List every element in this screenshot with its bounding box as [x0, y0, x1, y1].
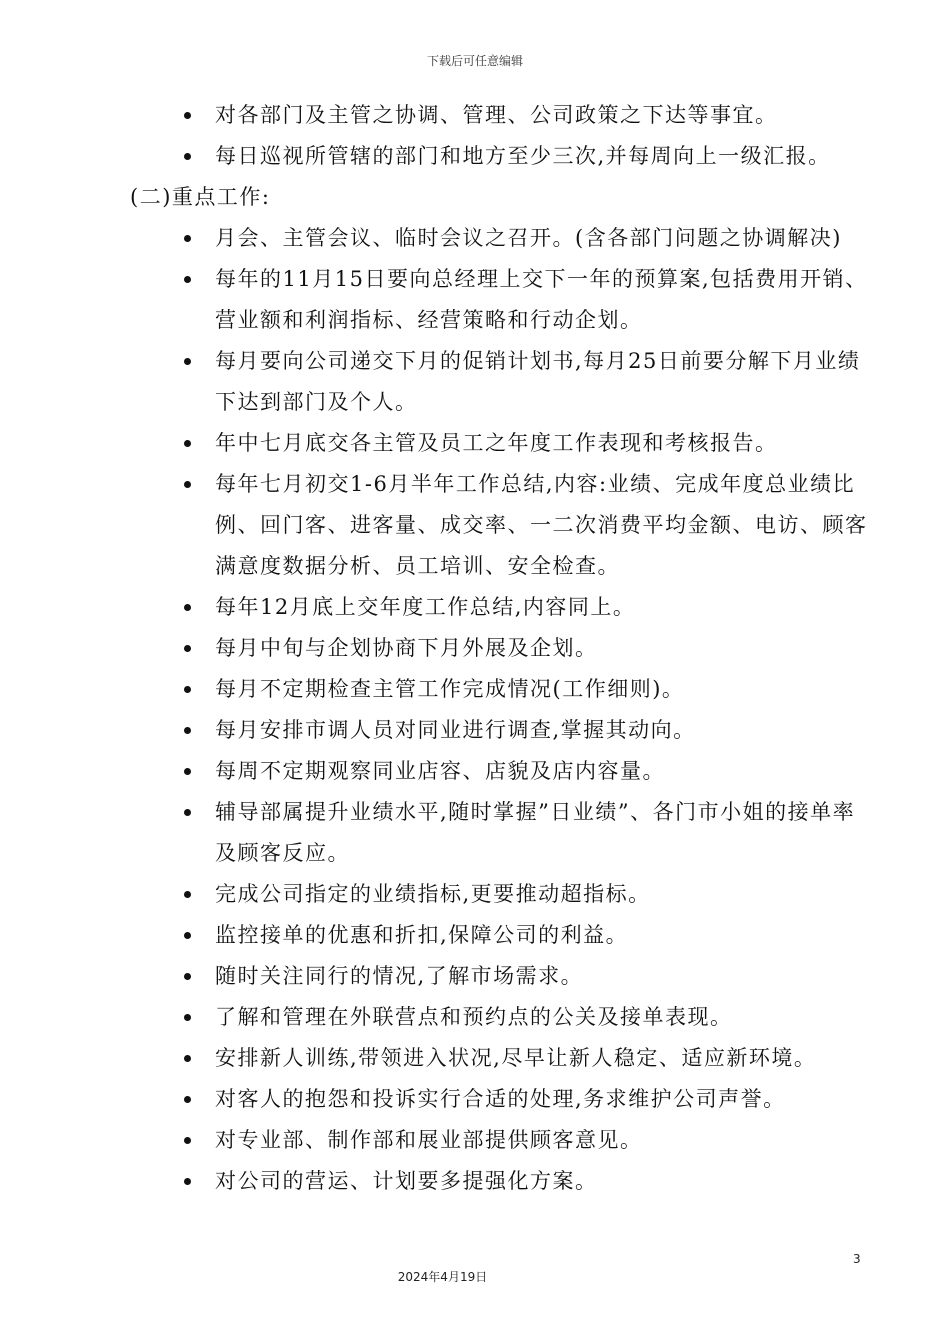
list-item-text: 对客人的抱怨和投诉实行合适的处理,务求维护公司声誉。 — [215, 1087, 786, 1111]
list-item-text: 每年的11月15日要向总经理上交下一年的预算案,包括费用开销、营业额和利润指标、经营策略和行动企划。 — [215, 267, 868, 332]
list-item — [0, 136, 875, 177]
list-item — [0, 1038, 875, 1079]
list-item — [0, 997, 875, 1038]
list-item-text: 对专业部、制作部和展业部提供顾客意见。 — [215, 1128, 643, 1152]
list-item-text: 每日巡视所管辖的部门和地方至少三次,并每周向上一级汇报。 — [215, 144, 831, 168]
list-item-text: 每月中旬与企划协商下月外展及企划。 — [215, 636, 598, 660]
bullet-icon — [184, 235, 191, 242]
bullet-icon — [184, 891, 191, 898]
list-item-text: 对公司的营运、计划要多提强化方案。 — [215, 1169, 598, 1193]
bullet-icon — [184, 153, 191, 160]
list-item — [0, 710, 875, 751]
list-item — [0, 95, 875, 136]
page-header: 下载后可任意编辑 — [426, 54, 523, 68]
page-number: 3 — [853, 1252, 861, 1266]
bullet-icon — [184, 604, 191, 611]
list-item-text: 对各部门及主管之协调、管理、公司政策之下达等事宜。 — [215, 103, 778, 127]
list-item — [0, 956, 875, 997]
list-item — [0, 423, 875, 464]
bullet-icon — [184, 973, 191, 980]
list-item-text: 每月要向公司递交下月的促销计划书,每月25日前要分解下月业绩下达到部门及个人。 — [215, 349, 861, 414]
list-item-text: 每年七月初交1-6月半年工作总结,内容:业绩、完成年度总业绩比例、回门客、进客量、成交率、一二次消费平均金额、电访、顾客满意度数据分析、员工培训、安全检查。 — [215, 472, 868, 578]
list-item — [0, 259, 875, 341]
page-footer-date: 2024年4月19日 — [397, 1270, 488, 1284]
list-item — [0, 628, 875, 669]
list-item — [0, 792, 875, 874]
list-item-text: 了解和管理在外联营点和预约点的公关及接单表现。 — [215, 1005, 733, 1029]
list-item-text: 安排新人训练,带领进入状况,尽早让新人稳定、适应新环境。 — [215, 1046, 817, 1070]
list-item — [0, 341, 875, 423]
bullet-icon — [184, 932, 191, 939]
list-item-text: 月会、主管会议、临时会议之召开。(含各部门问题之协调解决) — [215, 226, 842, 250]
bullet-icon — [184, 358, 191, 365]
bullet-icon — [184, 727, 191, 734]
list-item — [0, 1120, 875, 1161]
bullet-icon — [184, 645, 191, 652]
list-item-text: 监控接单的优惠和折扣,保障公司的利益。 — [215, 923, 629, 947]
bullet-icon — [184, 1137, 191, 1144]
list-item — [0, 669, 875, 710]
list-item — [0, 218, 875, 259]
list-item-text: 年中七月底交各主管及员工之年度工作表现和考核报告。 — [215, 431, 778, 455]
list-item-text: 每年12月底上交年度工作总结,内容同上。 — [215, 595, 636, 619]
bullet-icon — [184, 809, 191, 816]
bullet-icon — [184, 1055, 191, 1062]
list-item-text: 每月不定期检查主管工作完成情况(工作细则)。 — [215, 677, 685, 701]
bullet-icon — [184, 1014, 191, 1021]
section-heading: (二)重点工作: — [130, 185, 271, 209]
list-item-text: 每月安排市调人员对同业进行调查,掌握其动向。 — [215, 718, 696, 742]
bullet-icon — [184, 686, 191, 693]
list-item-text: 完成公司指定的业绩指标,更要推动超指标。 — [215, 882, 651, 906]
list-item — [0, 464, 875, 587]
list-item — [0, 915, 875, 956]
bullet-icon — [184, 768, 191, 775]
bullet-icon — [184, 481, 191, 488]
bullet-icon — [184, 440, 191, 447]
bullet-icon — [184, 276, 191, 283]
bullet-icon — [184, 1178, 191, 1185]
document-body — [0, 95, 950, 1202]
list-item — [0, 874, 875, 915]
list-item — [0, 1079, 875, 1120]
bullet-icon — [184, 112, 191, 119]
list-item-text: 辅导部属提升业绩水平,随时掌握”日业绩”、各门市小姐的接单率及顾客反应。 — [215, 800, 856, 865]
list-item — [0, 587, 875, 628]
list-item — [0, 751, 875, 792]
list-item-text: 每周不定期观察同业店容、店貌及店内容量。 — [215, 759, 665, 783]
bullet-icon — [184, 1096, 191, 1103]
list-item — [0, 1161, 875, 1202]
list-item-text: 随时关注同行的情况,了解市场需求。 — [215, 964, 584, 988]
